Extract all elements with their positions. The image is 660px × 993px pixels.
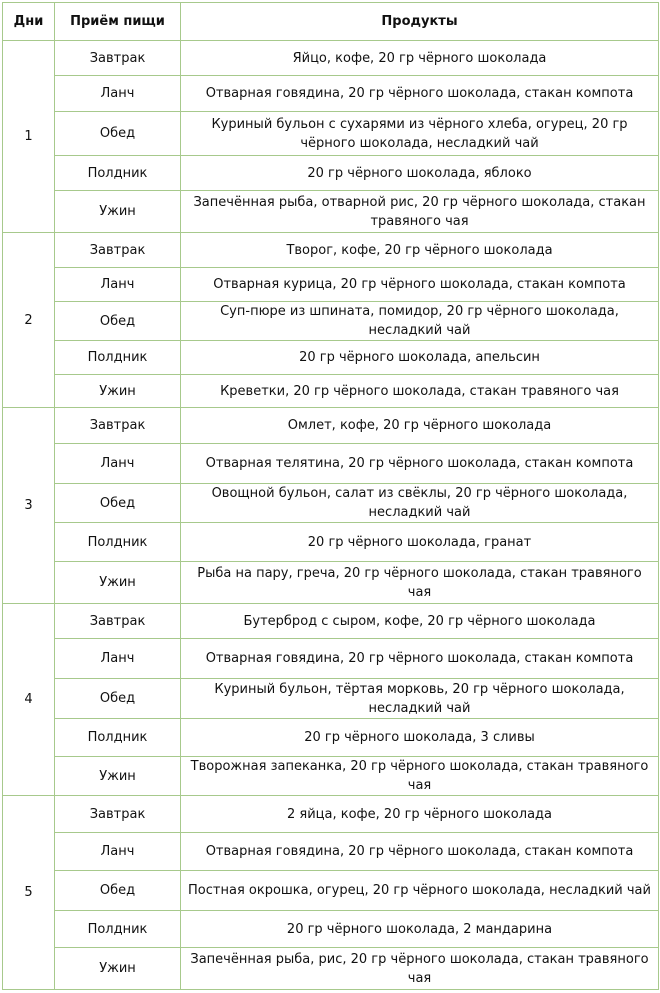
meal-products: Творог, кофе, 20 гр чёрного шоколада <box>181 233 659 268</box>
meal-row <box>3 757 659 796</box>
meal-products: Овощной бульон, салат из свёклы, 20 гр чёрного шоколада, несладкий чай <box>181 484 659 523</box>
meal-products: Креветки, 20 гр чёрного шоколада, стакан травяного чая <box>181 375 659 408</box>
meal-name: Полдник <box>55 911 181 948</box>
meal-row <box>3 948 659 990</box>
meal-row <box>3 268 659 302</box>
meal-name: Ужин <box>55 757 181 796</box>
meal-row <box>3 679 659 719</box>
meal-row <box>3 156 659 191</box>
meal-products: 2 яйца, кофе, 20 гр чёрного шоколада <box>181 796 659 833</box>
meal-products: Отварная говядина, 20 гр чёрного шоколада, стакан компота <box>181 76 659 112</box>
meal-row <box>3 341 659 375</box>
header-meal: Приём пищи <box>55 3 181 41</box>
meal-products: Отварная курица, 20 гр чёрного шоколада, стакан компота <box>181 268 659 302</box>
meal-name: Ужин <box>55 191 181 233</box>
meal-name: Обед <box>55 112 181 156</box>
meal-name: Полдник <box>55 156 181 191</box>
meal-row <box>3 484 659 523</box>
meal-products: Отварная говядина, 20 гр чёрного шоколада, стакан компота <box>181 639 659 679</box>
meal-name: Ланч <box>55 268 181 302</box>
meal-name: Обед <box>55 871 181 911</box>
day-number: 3 <box>3 408 55 604</box>
meal-products: 20 гр чёрного шоколада, 2 мандарина <box>181 911 659 948</box>
meal-products: Отварная телятина, 20 гр чёрного шоколада, стакан компота <box>181 444 659 484</box>
meal-products: Суп-пюре из шпината, помидор, 20 гр чёрного шоколада, несладкий чай <box>181 302 659 341</box>
meal-name: Ланч <box>55 76 181 112</box>
meal-row <box>3 562 659 604</box>
header-days: Дни <box>3 3 55 41</box>
day-number: 1 <box>3 41 55 233</box>
meal-products: 20 гр чёрного шоколада, 3 сливы <box>181 719 659 757</box>
meal-row <box>3 375 659 408</box>
meal-products: Постная окрошка, огурец, 20 гр чёрного шоколада, несладкий чай <box>181 871 659 911</box>
meal-products: 20 гр чёрного шоколада, яблоко <box>181 156 659 191</box>
meal-row <box>3 41 659 76</box>
meal-row <box>3 302 659 341</box>
meal-products: Куриный бульон, тёртая морковь, 20 гр чёрного шоколада, несладкий чай <box>181 679 659 719</box>
meal-row <box>3 719 659 757</box>
meal-row <box>3 604 659 639</box>
meal-products: Рыба на пару, греча, 20 гр чёрного шоколада, стакан травяного чая <box>181 562 659 604</box>
meal-name: Завтрак <box>55 233 181 268</box>
meal-name: Обед <box>55 679 181 719</box>
meal-products: Яйцо, кофе, 20 гр чёрного шоколада <box>181 41 659 76</box>
day-number: 4 <box>3 604 55 796</box>
meal-row <box>3 523 659 562</box>
meal-name: Завтрак <box>55 796 181 833</box>
meal-row <box>3 833 659 871</box>
meal-products: Творожная запеканка, 20 гр чёрного шоколада, стакан травяного чая <box>181 757 659 796</box>
meal-row <box>3 444 659 484</box>
header-products: Продукты <box>181 3 659 41</box>
meal-row <box>3 796 659 833</box>
meal-products: Бутерброд с сыром, кофе, 20 гр чёрного шоколада <box>181 604 659 639</box>
meal-row <box>3 191 659 233</box>
day-number: 2 <box>3 233 55 408</box>
meal-products: Отварная говядина, 20 гр чёрного шоколада, стакан компота <box>181 833 659 871</box>
meal-name: Полдник <box>55 341 181 375</box>
meal-name: Завтрак <box>55 41 181 76</box>
meal-name: Ужин <box>55 375 181 408</box>
meal-name: Завтрак <box>55 604 181 639</box>
meal-name: Полдник <box>55 719 181 757</box>
meal-row <box>3 911 659 948</box>
meal-products: 20 гр чёрного шоколада, гранат <box>181 523 659 562</box>
meal-row <box>3 76 659 112</box>
diet-menu-table <box>2 2 659 990</box>
meal-row <box>3 639 659 679</box>
meal-products: Куриный бульон с сухарями из чёрного хлеба, огурец, 20 гр чёрного шоколада, несладкий чай <box>181 112 659 156</box>
meal-products: 20 гр чёрного шоколада, апельсин <box>181 341 659 375</box>
meal-row <box>3 871 659 911</box>
meal-name: Ужин <box>55 948 181 990</box>
meal-name: Полдник <box>55 523 181 562</box>
meal-row <box>3 408 659 444</box>
meal-name: Обед <box>55 302 181 341</box>
meal-row <box>3 233 659 268</box>
meal-name: Ланч <box>55 639 181 679</box>
meal-products: Омлет, кофе, 20 гр чёрного шоколада <box>181 408 659 444</box>
meal-products: Запечённая рыба, рис, 20 гр чёрного шоколада, стакан травяного чая <box>181 948 659 990</box>
meal-name: Обед <box>55 484 181 523</box>
meal-name: Завтрак <box>55 408 181 444</box>
day-number: 5 <box>3 796 55 990</box>
meal-name: Ужин <box>55 562 181 604</box>
meal-name: Ланч <box>55 444 181 484</box>
meal-row <box>3 112 659 156</box>
meal-name: Ланч <box>55 833 181 871</box>
meal-products: Запечённая рыба, отварной рис, 20 гр чёрного шоколада, стакан травяного чая <box>181 191 659 233</box>
menu-body <box>3 41 659 990</box>
header-row <box>3 3 659 41</box>
